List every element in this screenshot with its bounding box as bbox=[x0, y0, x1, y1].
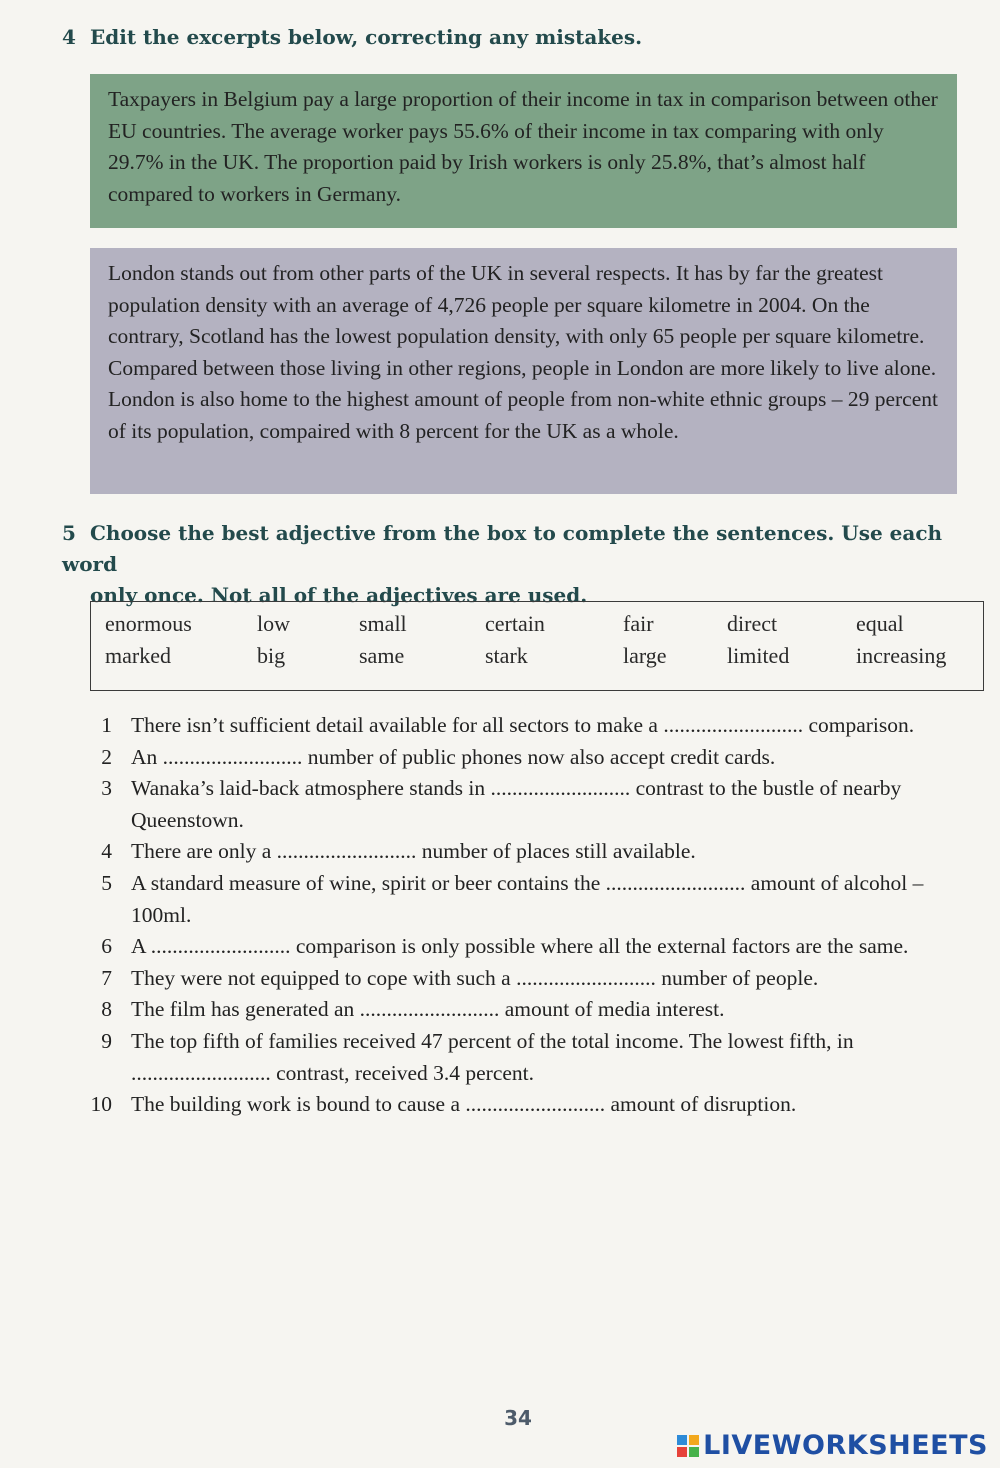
item-text: A .......................... comparison is only possible where all the external factors are the same. bbox=[131, 934, 909, 959]
item-text: They were not equipped to cope with such a .......................... number of people. bbox=[131, 965, 819, 990]
list-item bbox=[86, 710, 976, 742]
word-stark: stark bbox=[485, 643, 528, 668]
item-text: The film has generated an .......................... amount of media interest. bbox=[131, 997, 725, 1022]
word-certain: certain bbox=[485, 611, 545, 636]
excerpt-box-london bbox=[90, 248, 957, 494]
item-number: 10 bbox=[90, 1092, 112, 1117]
word-enormous: enormous bbox=[105, 611, 192, 636]
word-large: large bbox=[623, 643, 667, 668]
item-text: There are only a .......................... number of places still available. bbox=[131, 839, 696, 864]
list-item bbox=[86, 1026, 976, 1089]
item-number: 5 bbox=[101, 870, 112, 895]
excerpt-tax-text: Taxpayers in Belgium pay a large proportion of their income in tax in comparison between other EU countries. The average worker pays 55.6% of their income in tax comparing with only 29.7% in the UK. The proportion paid by Irish workers is only 25.8%, that’s almost half compared to workers in Germany. bbox=[108, 87, 938, 206]
page-number: 34 bbox=[504, 1406, 532, 1430]
item-text: There isn’t sufficient detail available for all sectors to make a .......................... comparison. bbox=[131, 713, 915, 737]
item-number: 8 bbox=[101, 997, 112, 1022]
exercise-4-instruction: Edit the excerpts below, correcting any mistakes. bbox=[90, 25, 643, 49]
word-limited: limited bbox=[727, 643, 790, 668]
item-number: 4 bbox=[101, 839, 112, 864]
brand-text: LIVEWORKSHEETS bbox=[703, 1430, 988, 1461]
exercise-5-instruction-line2: only once. Not all of the adjectives are used. bbox=[90, 583, 588, 607]
word-big: big bbox=[257, 643, 286, 668]
item-number: 2 bbox=[101, 744, 112, 769]
brand-logo[interactable] bbox=[677, 1430, 988, 1461]
exercise-4-number: 4 bbox=[62, 25, 76, 49]
item-text: A standard measure of wine, spirit or beer contains the .......................... amount of alcohol – 100ml. bbox=[131, 870, 924, 927]
brand-grid-icon bbox=[677, 1435, 699, 1457]
list-item bbox=[86, 1089, 976, 1121]
exercise-5-heading bbox=[62, 518, 962, 611]
item-number: 6 bbox=[101, 934, 112, 959]
item-text: An .......................... number of public phones now also accept credit cards. bbox=[131, 744, 776, 769]
item-number: 3 bbox=[101, 776, 112, 801]
exercise-5-number: 5 bbox=[62, 521, 76, 545]
word-fair: fair bbox=[623, 611, 654, 636]
exercise-4-heading bbox=[62, 22, 642, 53]
word-small: small bbox=[359, 611, 407, 636]
list-item bbox=[86, 994, 976, 1026]
word-marked: marked bbox=[105, 643, 171, 668]
item-text: The top fifth of families received 47 percent of the total income. The lowest fifth, in .......................... contrast, received 3.4 percent. bbox=[131, 1028, 854, 1085]
list-item bbox=[86, 963, 976, 995]
sentence-list bbox=[86, 710, 976, 1121]
word-same: same bbox=[359, 643, 405, 668]
word-low: low bbox=[257, 611, 290, 636]
exercise-5-instruction-line1: Choose the best adjective from the box to complete the sentences. Use each word bbox=[62, 521, 943, 576]
word-equal: equal bbox=[856, 611, 904, 636]
list-item bbox=[86, 836, 976, 868]
excerpt-box-tax bbox=[90, 74, 957, 228]
item-number: 9 bbox=[101, 1028, 112, 1053]
word-increasing: increasing bbox=[856, 643, 947, 668]
item-number: 1 bbox=[101, 713, 112, 737]
adjective-word-box bbox=[90, 601, 984, 691]
item-number: 7 bbox=[101, 965, 112, 990]
list-item bbox=[86, 742, 976, 774]
item-text: Wanaka’s laid-back atmosphere stands in .......................... contrast to the bustle of nearby Queenstown. bbox=[131, 776, 902, 832]
list-item bbox=[86, 931, 976, 963]
list-item bbox=[86, 773, 976, 836]
list-item bbox=[86, 868, 976, 931]
item-text: The building work is bound to cause a .......................... amount of disruption. bbox=[131, 1092, 797, 1117]
word-direct: direct bbox=[727, 611, 778, 636]
excerpt-london-text: London stands out from other parts of the UK in several respects. It has by far the greatest population density with an average of 4,726 people per square kilometre in 2004. On the contrary, Scotland has the lowest population density, with only 65 people per square kilometre. Compared between those living in other regions, people in London are more likely to live alone. London is also home to the highest amount of people from non-white ethnic groups – 29 percent of its population, compaired with 8 percent for the UK as a whole. bbox=[108, 261, 938, 443]
